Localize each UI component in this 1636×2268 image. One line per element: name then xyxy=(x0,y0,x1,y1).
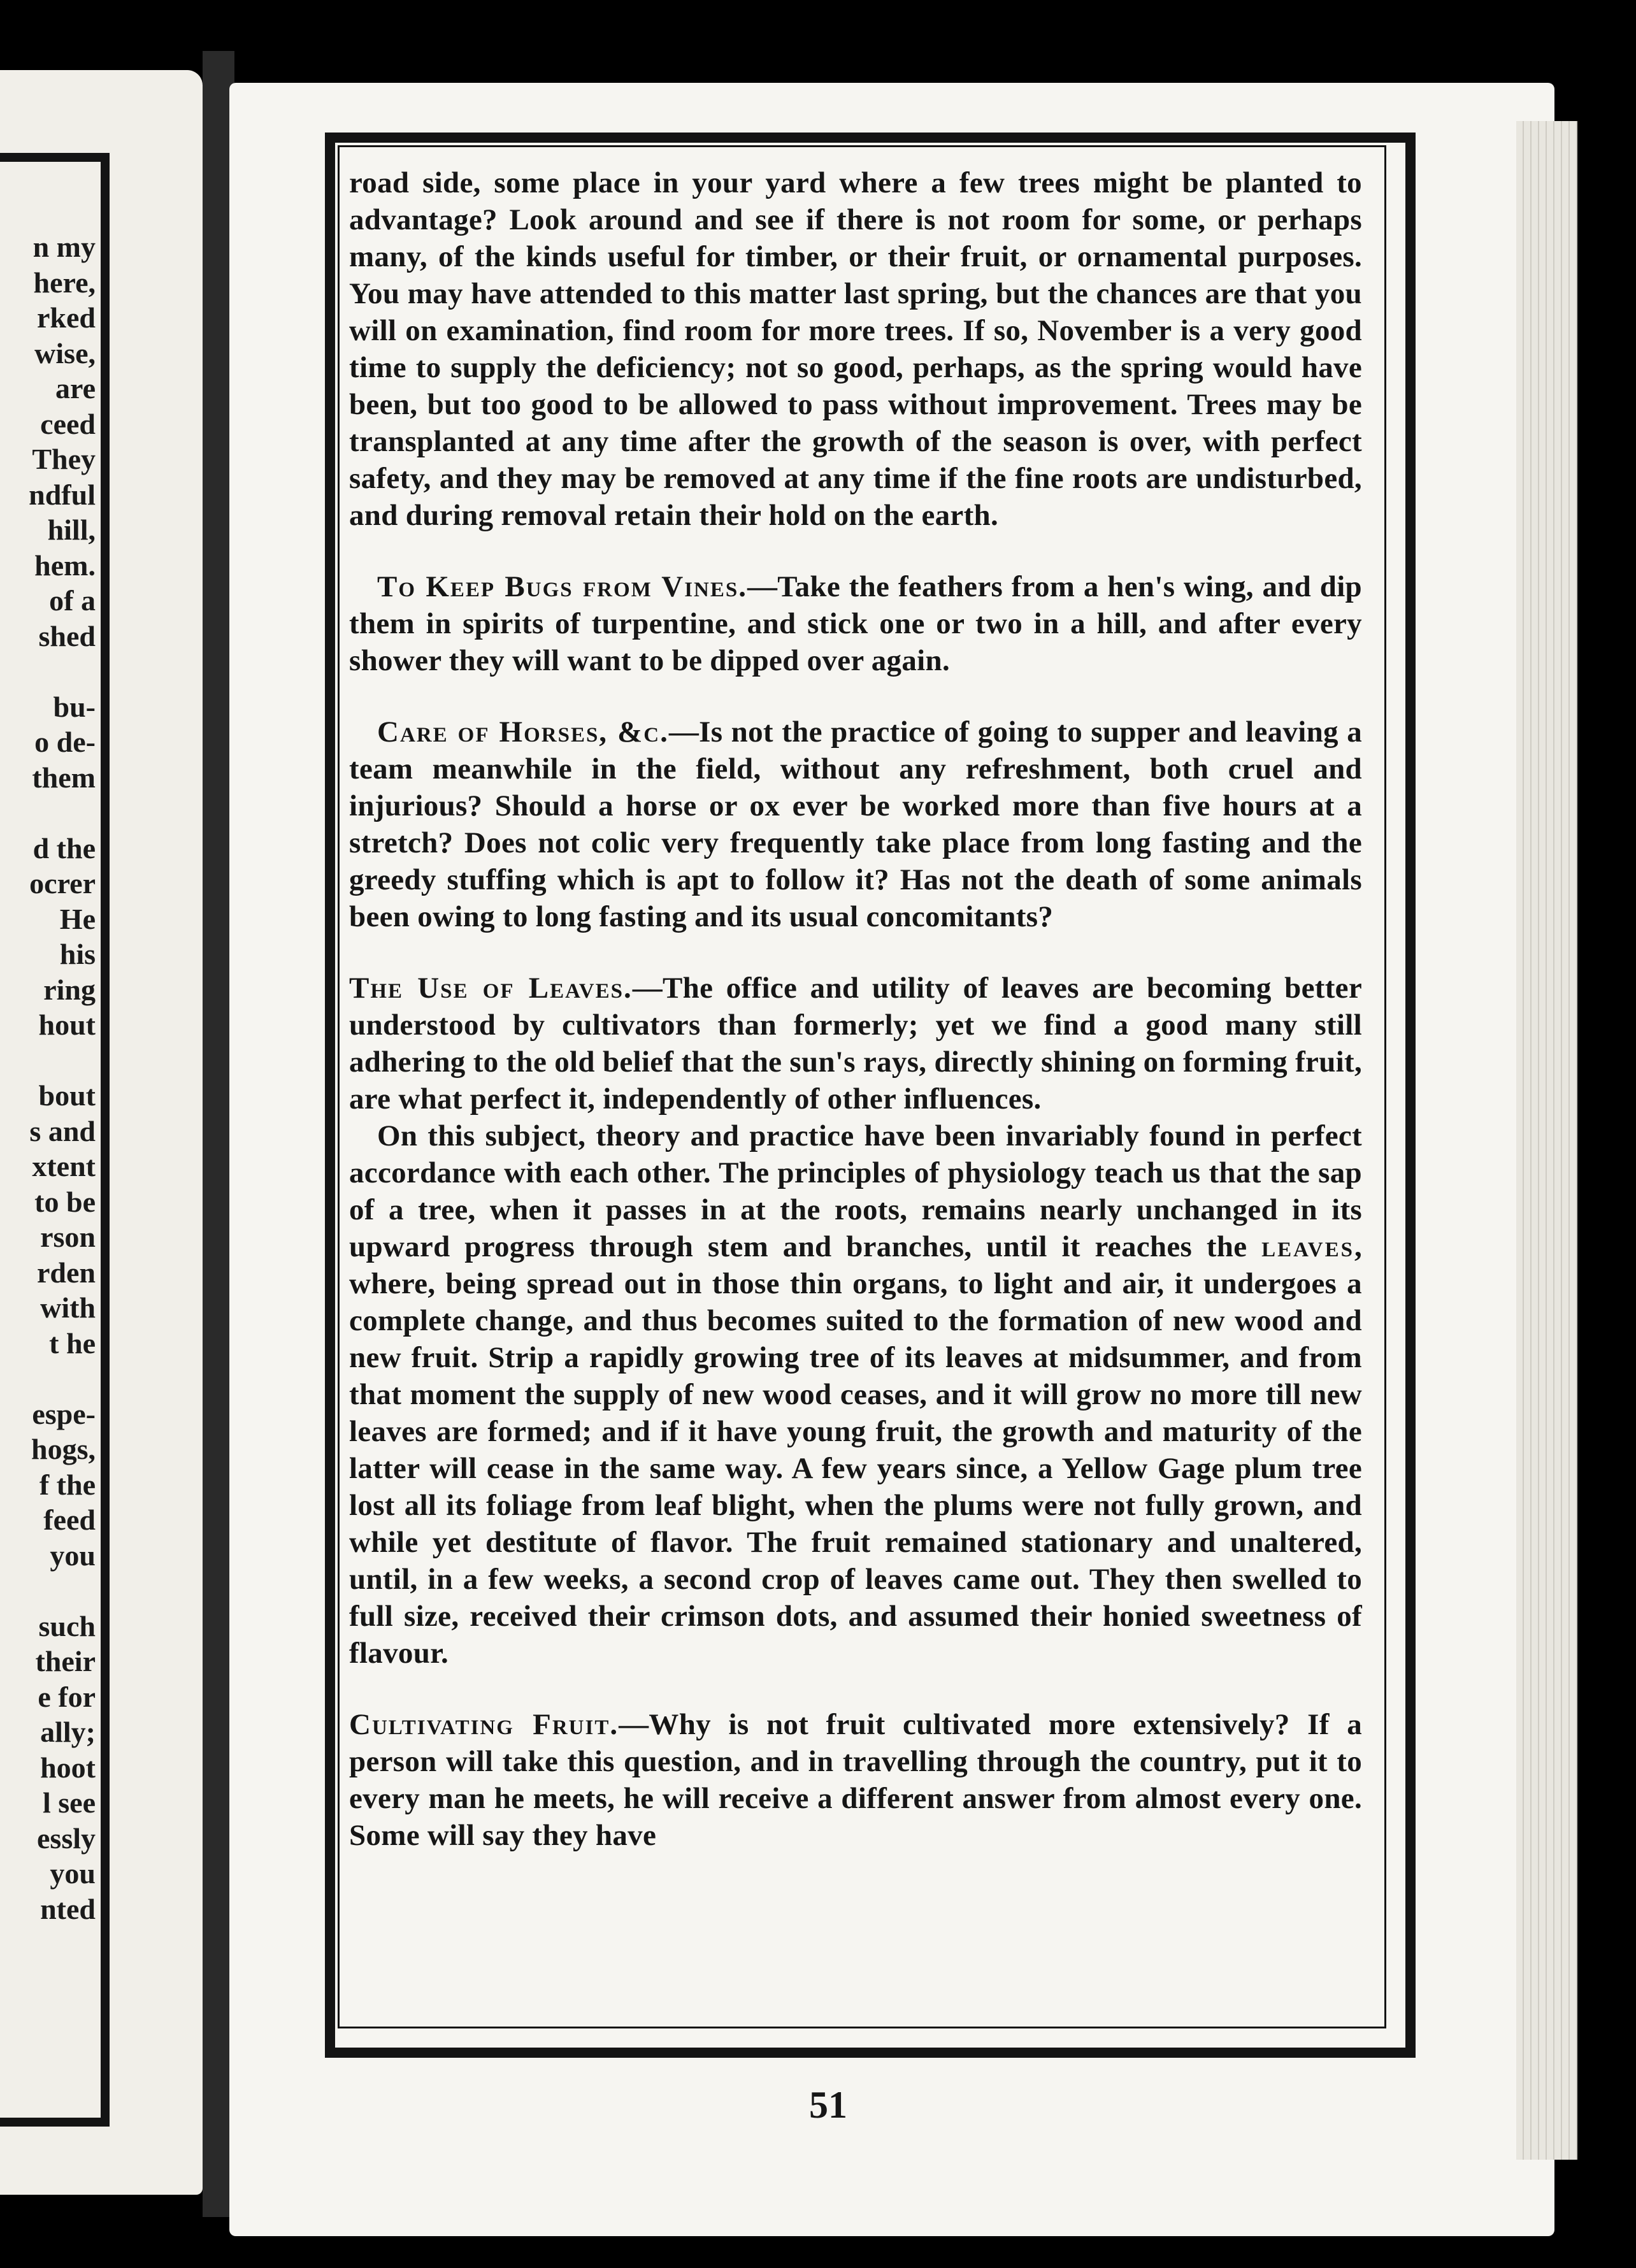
previous-page-line: feed xyxy=(43,1504,96,1536)
previous-page-line: their xyxy=(35,1645,96,1677)
previous-page-line: bu- xyxy=(53,690,96,723)
previous-page-line: hem. xyxy=(34,549,96,582)
previous-page-line: d the xyxy=(32,831,96,865)
previous-page-line: nted xyxy=(40,1892,96,1925)
previous-page-line: hoot xyxy=(40,1751,96,1784)
previous-page-line: hogs, xyxy=(31,1433,96,1465)
previous-page-line: s and xyxy=(29,1114,96,1147)
previous-page-line: are xyxy=(55,372,96,405)
previous-page-line xyxy=(0,795,96,831)
previous-page-line: f the xyxy=(39,1468,96,1501)
previous-page-line: such xyxy=(38,1609,96,1642)
previous-page-line: his xyxy=(59,938,96,970)
leaves-paragraph-2: On this subject, theory and practice have been invariably found in perfect accordance with each other. The principles of physiology teach us that the sap of a tree, when it passes in at the roots, remains nearly unchanged in its upward progress through stem and branches, until it reaches the leaves, where, being spread out in those thin organs, to light and air, it undergoes a complete change, and thus becomes suited to the formation of new wood and new fruit. Strip a rapidly growing tree of its leaves at midsummer, and from that moment the supply of new wood ceases, and it will grow no more till new leaves are formed; and if it have young fruit, the growth and maturity of the latter will cease in the same way. A few years since, a Yellow Gage plum tree lost all its foliage from leaf blight, when the plums were not fully grown, and while yet destitute of flavor. The fruit remained stationary and unaltered, until, in a few weeks, a second crop of leaves came out. They then swelled to full size, received their crimson dots, and assumed their honied sweetness of flavour. xyxy=(349,1119,1362,1670)
previous-page-line: xtent xyxy=(32,1150,96,1182)
bugs-body: —Take the feathers from a hen's wing, and dip them in spirits of turpentine, and stick one or two in a hill, and after every shower they will want to be dipped over again. xyxy=(349,570,1362,677)
page-number: 51 xyxy=(809,2084,847,2126)
previous-page-line: to be xyxy=(34,1185,96,1218)
previous-page-line: hill, xyxy=(47,513,96,546)
fruit-heading: Cultivating Fruit. xyxy=(349,1708,619,1741)
previous-page-line: ceed xyxy=(40,407,96,440)
intro-paragraph: road side, some place in your yard where a few trees might be planted to advantage? Look around and see if there is not room for some, or perhaps many, of the kinds useful for timber, or their fruit, or ornamental purposes. You may have attended to this matter last spring, but the chances are that you will on examination, find room for more trees. If so, November is a very good time to supply the deficiency; not so good, perhaps, as the spring would have been, but too good to be allowed to pass without improvement. Trees may be transplanted at any time after the growth of the season is over, with perfect safety, and they may be removed at any time if the fine roots are undisturbed, and during removal retain their hold on the earth. xyxy=(349,166,1362,532)
leaves-paragraph xyxy=(349,970,1362,1117)
fruit-body: —Why is not fruit cultivated more extensively? If a person will take this question, and in travelling through the country, put it to every man he meets, he will receive a different answer from almost every one. Some will say they have xyxy=(349,1708,1362,1852)
previous-page-line: espe- xyxy=(32,1397,96,1430)
previous-page-line: bout xyxy=(38,1079,96,1112)
previous-page-line: n my xyxy=(32,231,96,263)
previous-page-line: o de- xyxy=(34,726,96,758)
previous-page-line xyxy=(0,1573,96,1609)
previous-page-line: They xyxy=(32,443,96,475)
horses-paragraph xyxy=(349,714,1362,935)
previous-page-line: here, xyxy=(33,266,96,299)
previous-page-line: rden xyxy=(37,1256,96,1289)
previous-page-line: essly xyxy=(37,1821,96,1855)
page-edges xyxy=(1516,121,1577,2160)
previous-page-line: ocrer xyxy=(29,867,96,900)
article-body xyxy=(349,164,1362,1854)
previous-page-line: He xyxy=(59,902,96,935)
previous-page-line: of a xyxy=(49,584,96,617)
fruit-paragraph xyxy=(349,1706,1362,1854)
previous-page-line: e for xyxy=(38,1680,96,1713)
previous-page-line: hout xyxy=(38,1008,96,1041)
bugs-paragraph xyxy=(349,568,1362,679)
previous-page-text xyxy=(0,229,96,1927)
previous-page-line: you xyxy=(50,1857,96,1890)
previous-page-line: ring xyxy=(43,973,96,1006)
horses-heading: Care of Horses, &c. xyxy=(377,715,669,749)
previous-page-line: you xyxy=(50,1539,96,1572)
previous-page xyxy=(0,70,203,2195)
leaves-heading: The Use of Leaves. xyxy=(349,972,633,1005)
horses-body: —Is not the practice of going to supper and leaving a team meanwhile in the field, without any refreshment, both cruel and injurious? Should a horse or ox ever be worked more than five hours at a stretch? Does not colic very frequently take place from long fasting and the greedy stuffing which is apt to follow it? Has not the death of some animals been owing to long fasting and its usual concomitants? xyxy=(349,715,1362,933)
previous-page-line: ndful xyxy=(29,478,96,511)
leaves-emphasis: leaves xyxy=(1261,1230,1354,1263)
previous-page-line xyxy=(0,654,96,689)
previous-page-line: with xyxy=(40,1291,96,1324)
previous-page-line: t he xyxy=(49,1326,96,1360)
previous-page-line: them xyxy=(32,761,96,794)
previous-page-line: l see xyxy=(42,1786,96,1819)
previous-page-line: shed xyxy=(38,619,96,652)
previous-page-line: wise, xyxy=(34,336,96,370)
leaves-body: —The office and utility of leaves are becoming better understood by cultivators than formerly; yet we find a good many still adhering to the old belief that the sun's rays, directly shining on forming fruit, are what perfect it, independently of other influences. xyxy=(349,972,1362,1116)
previous-page-line xyxy=(0,1043,96,1079)
previous-page-line: rked xyxy=(37,301,96,334)
previous-page-line: rson xyxy=(40,1221,96,1253)
previous-page-line: ally; xyxy=(40,1716,96,1748)
previous-page-line xyxy=(0,1361,96,1396)
bugs-heading: To Keep Bugs from Vines. xyxy=(377,570,747,603)
